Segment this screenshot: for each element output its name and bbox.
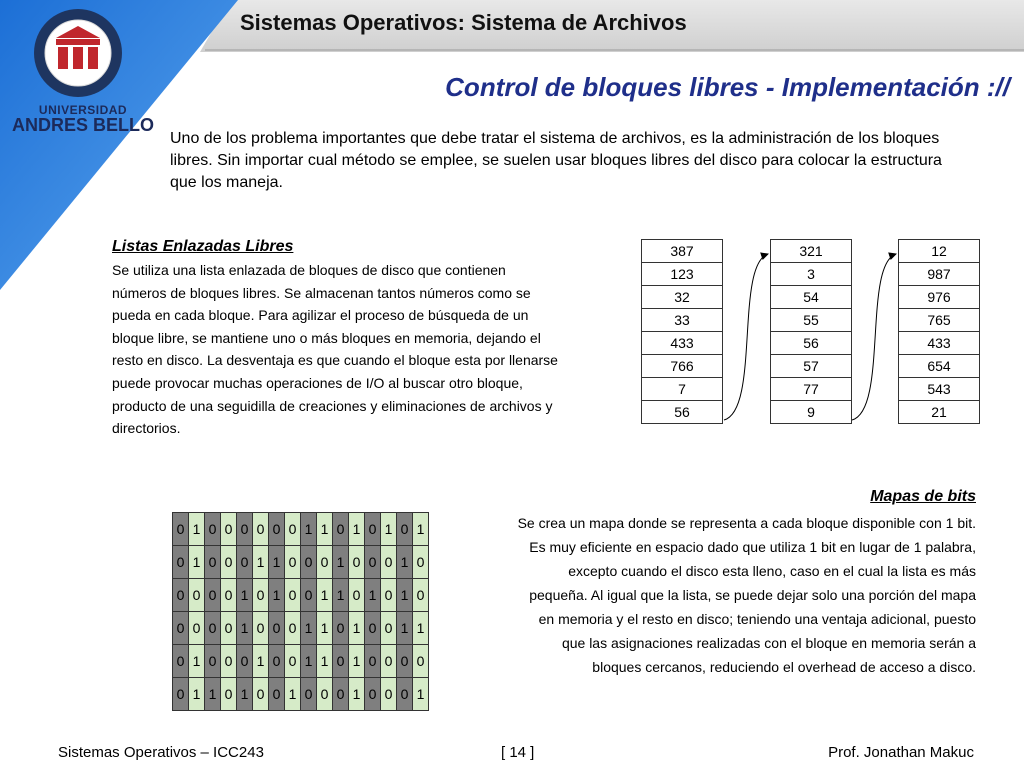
footer-page-number: [ 14 ] [501, 744, 535, 761]
bit-cell: 0 [381, 645, 397, 678]
intro-paragraph: Uno de los problema importantes que debe tratar el sistema de archivos, es la administración de los bloques libres. Sin importar cual método se emplee, se suelen usar bloques libres del disco para colocar la estructura que los maneja. [170, 130, 942, 191]
bit-cell: 1 [285, 678, 301, 711]
bit-cell: 1 [301, 612, 317, 645]
bit-cell: 0 [381, 546, 397, 579]
listas-title: Listas Enlazadas Libres [112, 238, 294, 255]
bit-cell: 0 [221, 645, 237, 678]
footer-author: Prof. Jonathan Makuc [828, 744, 974, 761]
bit-cell: 0 [413, 546, 429, 579]
bit-cell: 0 [285, 546, 301, 579]
bit-cell: 0 [333, 612, 349, 645]
mapas-body: Se crea un mapa donde se representa a cada bloque disponible con 1 bit. Es muy eficiente en espacio dado que utiliza 1 bit en lugar de 1 palabra, excepto cuando el disco esta lleno, caso en el cual la lista es más pequeña. Al igual que la lista, se puede dejar solo una porción del mapa en memoria y el resto en disco; teniendo una ventaja adicional, puesto que las asignaciones realizadas con el bloque en memoria serán a bloques cercanos, reduciendo el overhead de acceso a disco. [517, 515, 976, 675]
bit-cell: 1 [397, 579, 413, 612]
block-number: 57 [771, 355, 852, 378]
bit-cell: 0 [221, 513, 237, 546]
block-number: 543 [899, 378, 980, 401]
bit-cell: 1 [317, 645, 333, 678]
bit-cell: 1 [253, 645, 269, 678]
bitmap-row [173, 612, 429, 645]
bit-cell: 0 [413, 579, 429, 612]
logo-line1: UNIVERSIDAD [38, 103, 128, 117]
bit-cell: 0 [221, 612, 237, 645]
block-number: 32 [642, 286, 723, 309]
bit-cell: 0 [269, 678, 285, 711]
bit-cell: 0 [189, 579, 205, 612]
bit-cell: 1 [413, 513, 429, 546]
bit-cell: 0 [333, 645, 349, 678]
bit-cell: 1 [317, 579, 333, 612]
bit-cell: 1 [397, 612, 413, 645]
bit-cell: 0 [269, 645, 285, 678]
block-number: 56 [642, 401, 723, 424]
bit-cell: 1 [413, 612, 429, 645]
bit-cell: 1 [317, 513, 333, 546]
bit-cell: 1 [253, 546, 269, 579]
bit-cell: 1 [237, 678, 253, 711]
bit-cell: 0 [413, 645, 429, 678]
bit-cell: 1 [397, 546, 413, 579]
header-title: Sistemas Operativos: Sistema de Archivos [240, 10, 687, 35]
bit-cell: 0 [381, 678, 397, 711]
bit-cell: 0 [317, 678, 333, 711]
bit-cell: 0 [237, 645, 253, 678]
block-number: 77 [771, 378, 852, 401]
bit-cell: 0 [269, 612, 285, 645]
link-arrow [852, 254, 896, 420]
bit-cell: 1 [269, 546, 285, 579]
listas-body: Se utiliza una lista enlazada de bloques de disco que contienen números de bloques libres. Se almacenan tantos números como se pueda en cada bloque. Para agilizar el proceso de búsqueda de un bloque libre, se mantiene uno o más bloques en memoria, dejando el resto en disco. La desventaja es que cuando el bloque esta por llenarse puede provocar muchas operaciones de I/O al buscar otro bloque, producto de una seguidilla de creaciones y eliminaciones de archivos y directorios. [112, 262, 558, 437]
bit-cell: 0 [205, 546, 221, 579]
block-number: 9 [771, 401, 852, 424]
bit-cell: 1 [349, 645, 365, 678]
bit-cell: 1 [317, 612, 333, 645]
bit-cell: 0 [349, 579, 365, 612]
bit-cell: 1 [205, 678, 221, 711]
bit-cell: 0 [285, 645, 301, 678]
bit-cell: 0 [221, 546, 237, 579]
logo-line2: ANDRES BELLO [11, 115, 154, 135]
bitmap-row [173, 678, 429, 711]
bit-cell: 0 [205, 513, 221, 546]
bitmap-row [173, 513, 429, 546]
block-number: 766 [642, 355, 723, 378]
bit-cell: 0 [189, 612, 205, 645]
bit-cell: 1 [237, 612, 253, 645]
bit-cell: 1 [349, 612, 365, 645]
block-number: 387 [642, 240, 723, 263]
block-number: 3 [771, 263, 852, 286]
bit-cell: 0 [381, 579, 397, 612]
bit-cell: 0 [285, 612, 301, 645]
link-arrow [724, 254, 768, 420]
bit-cell: 1 [269, 579, 285, 612]
bit-cell: 1 [349, 678, 365, 711]
bit-cell: 0 [301, 579, 317, 612]
bit-cell: 1 [189, 513, 205, 546]
bit-cell: 0 [173, 612, 189, 645]
bit-cell: 0 [205, 612, 221, 645]
bit-cell: 1 [413, 678, 429, 711]
block-number: 55 [771, 309, 852, 332]
bit-cell: 0 [237, 513, 253, 546]
block-number: 433 [899, 332, 980, 355]
bit-cell: 1 [381, 513, 397, 546]
bit-cell: 0 [221, 678, 237, 711]
block-number: 123 [642, 263, 723, 286]
bit-cell: 0 [381, 612, 397, 645]
block-number: 987 [899, 263, 980, 286]
bit-cell: 0 [365, 645, 381, 678]
bit-cell: 0 [173, 645, 189, 678]
bit-cell: 0 [397, 645, 413, 678]
block-number: 54 [771, 286, 852, 309]
bit-cell: 1 [349, 513, 365, 546]
block-number: 765 [899, 309, 980, 332]
bit-cell: 0 [317, 546, 333, 579]
bit-cell: 0 [205, 579, 221, 612]
bit-cell: 0 [253, 678, 269, 711]
bit-cell: 1 [333, 546, 349, 579]
bit-cell: 0 [173, 546, 189, 579]
bitmap-row [173, 546, 429, 579]
bit-cell: 1 [333, 579, 349, 612]
bit-cell: 0 [365, 612, 381, 645]
bit-cell: 0 [269, 513, 285, 546]
block-number: 12 [899, 240, 980, 263]
bit-cell: 0 [397, 678, 413, 711]
bit-cell: 0 [205, 645, 221, 678]
bit-cell: 1 [237, 579, 253, 612]
block-number: 21 [899, 401, 980, 424]
block-number: 7 [642, 378, 723, 401]
block-number: 433 [642, 332, 723, 355]
bit-cell: 0 [365, 678, 381, 711]
bit-cell: 0 [285, 579, 301, 612]
block-number: 33 [642, 309, 723, 332]
bit-cell: 0 [333, 513, 349, 546]
bit-cell: 0 [349, 546, 365, 579]
bit-cell: 0 [397, 513, 413, 546]
bit-cell: 0 [221, 579, 237, 612]
bit-cell: 1 [189, 645, 205, 678]
bit-cell: 1 [189, 678, 205, 711]
bit-cell: 0 [173, 513, 189, 546]
bit-cell: 0 [173, 678, 189, 711]
bit-cell: 0 [253, 579, 269, 612]
bit-cell: 0 [365, 546, 381, 579]
bit-cell: 0 [253, 612, 269, 645]
bit-cell: 1 [365, 579, 381, 612]
bit-cell: 0 [237, 546, 253, 579]
bit-cell: 0 [365, 513, 381, 546]
mapas-title: Mapas de bits [870, 488, 976, 505]
bitmap-row [173, 579, 429, 612]
bit-cell: 0 [301, 678, 317, 711]
block-number: 654 [899, 355, 980, 378]
bitmap-row [173, 645, 429, 678]
bit-cell: 1 [301, 645, 317, 678]
footer-course: Sistemas Operativos – ICC243 [58, 744, 264, 761]
block-number: 976 [899, 286, 980, 309]
bit-cell: 0 [173, 579, 189, 612]
bit-cell: 1 [301, 513, 317, 546]
bit-cell: 0 [301, 546, 317, 579]
slide-subtitle: Control de bloques libres - Implementación :// [445, 72, 1010, 102]
bit-cell: 0 [253, 513, 269, 546]
block-number: 321 [771, 240, 852, 263]
block-number: 56 [771, 332, 852, 355]
bitmap-grid [172, 512, 429, 711]
bit-cell: 1 [189, 546, 205, 579]
bit-cell: 0 [285, 513, 301, 546]
bit-cell: 0 [333, 678, 349, 711]
